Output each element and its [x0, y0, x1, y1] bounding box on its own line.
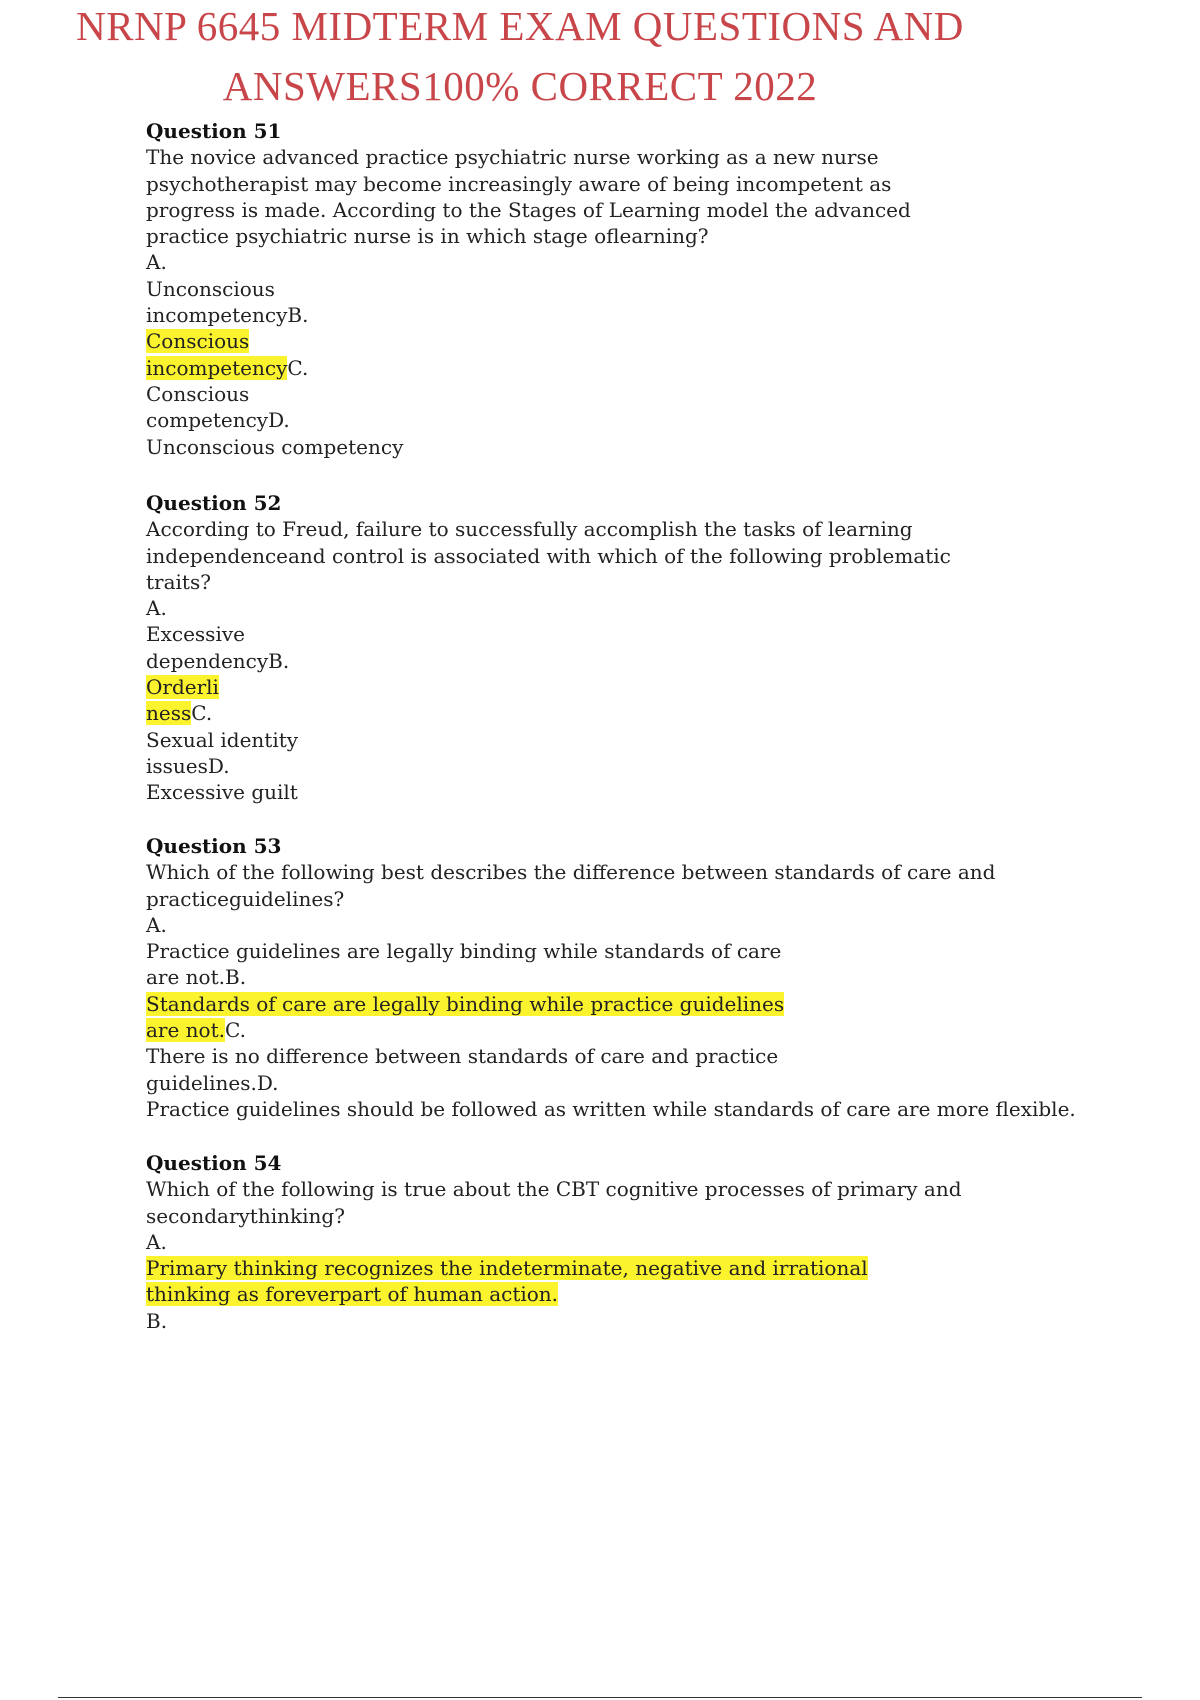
- correct-answer-highlight: Orderli: [146, 675, 219, 700]
- answer-line: Practice guidelines are legally binding while standards of care: [146, 939, 782, 964]
- footer-rule: [58, 1697, 1142, 1698]
- answer-line-highlighted: nessC.: [146, 701, 213, 726]
- question-stem-line: According to Freud, failure to successfully accomplish the tasks of learning: [146, 517, 913, 542]
- answer-line: Practice guidelines should be followed as written while standards of care are more flexible.: [146, 1096, 1076, 1121]
- correct-answer-highlight: thinking as foreverpart of human action.: [146, 1282, 559, 1307]
- answer-line: A.: [146, 912, 167, 937]
- question-stem-line: The novice advanced practice psychiatric nurse working as a new nurse: [146, 145, 879, 170]
- answer-line: guidelines.D.: [146, 1070, 279, 1095]
- question-stem-line: traits?: [146, 569, 211, 594]
- answer-line: incompetencyB.: [146, 303, 309, 328]
- answer-line: issuesD.: [146, 753, 230, 778]
- question-stem-line: secondarythinking?: [146, 1203, 345, 1228]
- answer-line-highlighted: [146, 1281, 1166, 1307]
- answer-line: A.: [146, 1229, 167, 1254]
- answer-line-highlighted: [146, 991, 1166, 1017]
- question-block: [146, 490, 1166, 806]
- answer-line: B.: [146, 1308, 168, 1333]
- correct-answer-highlight: are not.: [146, 1018, 225, 1043]
- answer-line: Excessive: [146, 622, 245, 647]
- question-stem-line: progress is made. According to the Stages of Learning model the advanced: [146, 197, 911, 222]
- answer-line: dependencyB.: [146, 648, 290, 673]
- answer-line-highlighted: incompetencyC.: [146, 355, 309, 380]
- answer-line: Excessive guilt: [146, 780, 298, 805]
- question-stem-line: Which of the following is true about the CBT cognitive processes of primary and: [146, 1177, 962, 1202]
- correct-answer-highlight: ness: [146, 701, 192, 726]
- answer-line: A.: [146, 250, 167, 275]
- question-heading: Question 53: [146, 834, 282, 858]
- question-heading: Question 52: [146, 491, 282, 515]
- correct-answer-highlight: incompetency: [146, 355, 288, 380]
- answer-line-highlighted: [146, 674, 1166, 700]
- answer-line: competencyD.: [146, 408, 290, 433]
- answer-line-highlighted: [146, 1255, 1166, 1281]
- answer-line: Unconscious competency: [146, 434, 404, 459]
- document-title-line-1: NRNP 6645 MIDTERM EXAM QUESTIONS AND: [76, 3, 964, 49]
- question-stem-line: independenceand control is associated with which of the following problematic: [146, 543, 951, 568]
- question-heading: Question 51: [146, 119, 282, 143]
- correct-answer-highlight: Conscious: [146, 329, 250, 354]
- question-block: [146, 118, 1166, 460]
- answer-line-highlighted: [146, 328, 1166, 354]
- question-stem-line: practice psychiatric nurse is in which stage oflearning?: [146, 224, 709, 249]
- answer-line-highlighted: are not.C.: [146, 1018, 246, 1043]
- correct-answer-highlight: Standards of care are legally binding while practice guidelines: [146, 991, 785, 1016]
- answer-line: are not.B.: [146, 965, 247, 990]
- answer-line: There is no difference between standards of care and practice: [146, 1044, 779, 1069]
- answer-line: Sexual identity: [146, 727, 299, 752]
- correct-answer-highlight: Primary thinking recognizes the indeterminate, negative and irrational: [146, 1256, 868, 1281]
- question-stem-line: practiceguidelines?: [146, 886, 345, 911]
- question-stem-line: psychotherapist may become increasingly aware of being incompetent as: [146, 171, 892, 196]
- document-title-line-2: ANSWERS100% CORRECT 2022: [222, 63, 818, 109]
- question-stem-line: Which of the following best describes the difference between standards of care and: [146, 860, 996, 885]
- answer-line: A.: [146, 596, 167, 621]
- answer-line: Unconscious: [146, 276, 275, 301]
- question-heading: Question 54: [146, 1151, 282, 1175]
- question-block: [146, 833, 1166, 1122]
- question-block: [146, 1150, 1166, 1334]
- answer-line: Conscious: [146, 381, 250, 406]
